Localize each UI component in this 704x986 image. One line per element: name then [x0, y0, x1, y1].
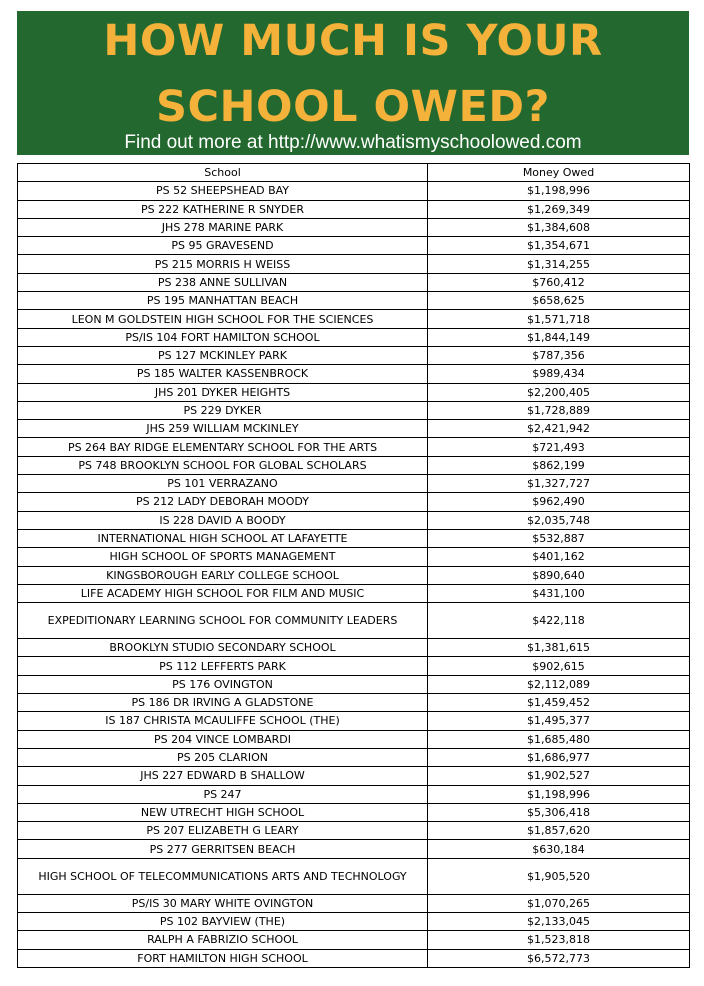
- money-owed-cell: $1,686,977: [428, 748, 690, 766]
- school-name-cell: PS 127 MCKINLEY PARK: [18, 346, 428, 364]
- table-row: [18, 675, 690, 693]
- table-row: [18, 803, 690, 821]
- school-name-cell: PS 195 MANHATTAN BEACH: [18, 292, 428, 310]
- school-name-cell: PS 264 BAY RIDGE ELEMENTARY SCHOOL FOR THE ARTS: [18, 438, 428, 456]
- table-row: [18, 767, 690, 785]
- school-name-cell: PS 176 OVINGTON: [18, 675, 428, 693]
- school-name-cell: PS 748 BROOKLYN SCHOOL FOR GLOBAL SCHOLARS: [18, 456, 428, 474]
- table-row: [18, 182, 690, 200]
- table-row: [18, 603, 690, 639]
- table-row: [18, 200, 690, 218]
- school-name-cell: LIFE ACADEMY HIGH SCHOOL FOR FILM AND MUSIC: [18, 584, 428, 602]
- school-name-cell: JHS 201 DYKER HEIGHTS: [18, 383, 428, 401]
- school-name-cell: NEW UTRECHT HIGH SCHOOL: [18, 803, 428, 821]
- table-row: [18, 730, 690, 748]
- school-name-cell: HIGH SCHOOL OF SPORTS MANAGEMENT: [18, 548, 428, 566]
- money-owed-cell: $6,572,773: [428, 949, 690, 967]
- table-row: [18, 310, 690, 328]
- school-name-cell: JHS 259 WILLIAM MCKINLEY: [18, 420, 428, 438]
- money-owed-cell: $2,112,089: [428, 675, 690, 693]
- column-header-money-owed: Money Owed: [428, 164, 690, 182]
- money-owed-cell: $1,381,615: [428, 639, 690, 657]
- school-name-cell: PS 229 DYKER: [18, 401, 428, 419]
- school-name-cell: PS 186 DR IRVING A GLADSTONE: [18, 694, 428, 712]
- school-name-cell: KINGSBOROUGH EARLY COLLEGE SCHOOL: [18, 566, 428, 584]
- money-owed-cell: $401,162: [428, 548, 690, 566]
- money-owed-cell: $1,314,255: [428, 255, 690, 273]
- table-row: [18, 328, 690, 346]
- money-owed-cell: $1,844,149: [428, 328, 690, 346]
- school-name-cell: PS 101 VERRAZANO: [18, 475, 428, 493]
- school-name-cell: FORT HAMILTON HIGH SCHOOL: [18, 949, 428, 967]
- table-row: [18, 237, 690, 255]
- column-header-school: School: [18, 164, 428, 182]
- school-name-cell: PS 205 CLARION: [18, 748, 428, 766]
- table-row: [18, 566, 690, 584]
- school-name-cell: HIGH SCHOOL OF TELECOMMUNICATIONS ARTS AND TECHNOLOGY: [18, 858, 428, 894]
- table-row: [18, 712, 690, 730]
- table-body: [18, 182, 690, 968]
- page-title-line-1: HOW MUCH IS YOUR: [103, 16, 603, 66]
- table-row: [18, 748, 690, 766]
- table-row: [18, 346, 690, 364]
- school-name-cell: PS 102 BAYVIEW (THE): [18, 912, 428, 930]
- school-name-cell: PS 222 KATHERINE R SNYDER: [18, 200, 428, 218]
- table-row: [18, 912, 690, 930]
- school-name-cell: PS 215 MORRIS H WEISS: [18, 255, 428, 273]
- money-owed-cell: $989,434: [428, 365, 690, 383]
- money-owed-cell: $902,615: [428, 657, 690, 675]
- table-row: [18, 511, 690, 529]
- schools-owed-table: [17, 163, 690, 968]
- school-name-cell: PS 185 WALTER KASSENBROCK: [18, 365, 428, 383]
- table-row: [18, 840, 690, 858]
- table-row: [18, 931, 690, 949]
- money-owed-cell: $532,887: [428, 529, 690, 547]
- money-owed-cell: $658,625: [428, 292, 690, 310]
- table-row: [18, 694, 690, 712]
- school-name-cell: PS 52 SHEEPSHEAD BAY: [18, 182, 428, 200]
- money-owed-cell: $1,384,608: [428, 218, 690, 236]
- money-owed-cell: $2,421,942: [428, 420, 690, 438]
- money-owed-cell: $1,269,349: [428, 200, 690, 218]
- money-owed-cell: $862,199: [428, 456, 690, 474]
- table-row: [18, 365, 690, 383]
- table-row: [18, 401, 690, 419]
- money-owed-cell: $2,133,045: [428, 912, 690, 930]
- school-name-cell: PS 204 VINCE LOMBARDI: [18, 730, 428, 748]
- money-owed-cell: $1,198,996: [428, 182, 690, 200]
- money-owed-cell: $2,035,748: [428, 511, 690, 529]
- table-row: [18, 822, 690, 840]
- school-name-cell: JHS 278 MARINE PARK: [18, 218, 428, 236]
- school-name-cell: PS/IS 104 FORT HAMILTON SCHOOL: [18, 328, 428, 346]
- table-row: [18, 420, 690, 438]
- school-name-cell: PS 212 LADY DEBORAH MOODY: [18, 493, 428, 511]
- money-owed-cell: $1,495,377: [428, 712, 690, 730]
- school-name-cell: PS/IS 30 MARY WHITE OVINGTON: [18, 894, 428, 912]
- table-row: [18, 949, 690, 967]
- header-banner: [17, 11, 689, 155]
- page-title-line-2: SCHOOL OWED?: [156, 82, 550, 132]
- money-owed-cell: $1,857,620: [428, 822, 690, 840]
- money-owed-cell: $1,459,452: [428, 694, 690, 712]
- money-owed-cell: $1,198,996: [428, 785, 690, 803]
- school-name-cell: IS 228 DAVID A BOODY: [18, 511, 428, 529]
- school-name-cell: PS 207 ELIZABETH G LEARY: [18, 822, 428, 840]
- money-owed-cell: $1,523,818: [428, 931, 690, 949]
- school-name-cell: PS 95 GRAVESEND: [18, 237, 428, 255]
- school-name-cell: PS 238 ANNE SULLIVAN: [18, 273, 428, 291]
- money-owed-cell: $1,685,480: [428, 730, 690, 748]
- table-row: [18, 785, 690, 803]
- table-row: [18, 273, 690, 291]
- money-owed-cell: $1,354,671: [428, 237, 690, 255]
- money-owed-cell: $630,184: [428, 840, 690, 858]
- table-row: [18, 493, 690, 511]
- school-name-cell: LEON M GOLDSTEIN HIGH SCHOOL FOR THE SCIENCES: [18, 310, 428, 328]
- table-row: [18, 292, 690, 310]
- table-row: [18, 456, 690, 474]
- subtitle-url: Find out more at http://www.whatismyschoolowed.com: [124, 132, 582, 153]
- money-owed-cell: $431,100: [428, 584, 690, 602]
- school-name-cell: IS 187 CHRISTA MCAULIFFE SCHOOL (THE): [18, 712, 428, 730]
- money-owed-cell: $1,905,520: [428, 858, 690, 894]
- money-owed-cell: $1,728,889: [428, 401, 690, 419]
- table-row: [18, 584, 690, 602]
- table-row: [18, 475, 690, 493]
- money-owed-cell: $787,356: [428, 346, 690, 364]
- table-row: [18, 858, 690, 894]
- money-owed-cell: $1,327,727: [428, 475, 690, 493]
- table-row: [18, 529, 690, 547]
- table-row: [18, 657, 690, 675]
- school-name-cell: PS 112 LEFFERTS PARK: [18, 657, 428, 675]
- table-row: [18, 255, 690, 273]
- table-row: [18, 438, 690, 456]
- school-name-cell: EXPEDITIONARY LEARNING SCHOOL FOR COMMUNITY LEADERS: [18, 603, 428, 639]
- money-owed-cell: $2,200,405: [428, 383, 690, 401]
- school-name-cell: PS 277 GERRITSEN BEACH: [18, 840, 428, 858]
- table-row: [18, 218, 690, 236]
- school-name-cell: INTERNATIONAL HIGH SCHOOL AT LAFAYETTE: [18, 529, 428, 547]
- money-owed-cell: $721,493: [428, 438, 690, 456]
- table-row: [18, 383, 690, 401]
- money-owed-cell: $1,571,718: [428, 310, 690, 328]
- school-name-cell: BROOKLYN STUDIO SECONDARY SCHOOL: [18, 639, 428, 657]
- money-owed-cell: $760,412: [428, 273, 690, 291]
- money-owed-cell: $1,902,527: [428, 767, 690, 785]
- school-name-cell: JHS 227 EDWARD B SHALLOW: [18, 767, 428, 785]
- table-row: [18, 894, 690, 912]
- table-row: [18, 548, 690, 566]
- table-header-row: [18, 164, 690, 182]
- money-owed-cell: $962,490: [428, 493, 690, 511]
- money-owed-cell: $422,118: [428, 603, 690, 639]
- table-row: [18, 639, 690, 657]
- money-owed-cell: $890,640: [428, 566, 690, 584]
- school-name-cell: PS 247: [18, 785, 428, 803]
- money-owed-cell: $1,070,265: [428, 894, 690, 912]
- school-name-cell: RALPH A FABRIZIO SCHOOL: [18, 931, 428, 949]
- money-owed-cell: $5,306,418: [428, 803, 690, 821]
